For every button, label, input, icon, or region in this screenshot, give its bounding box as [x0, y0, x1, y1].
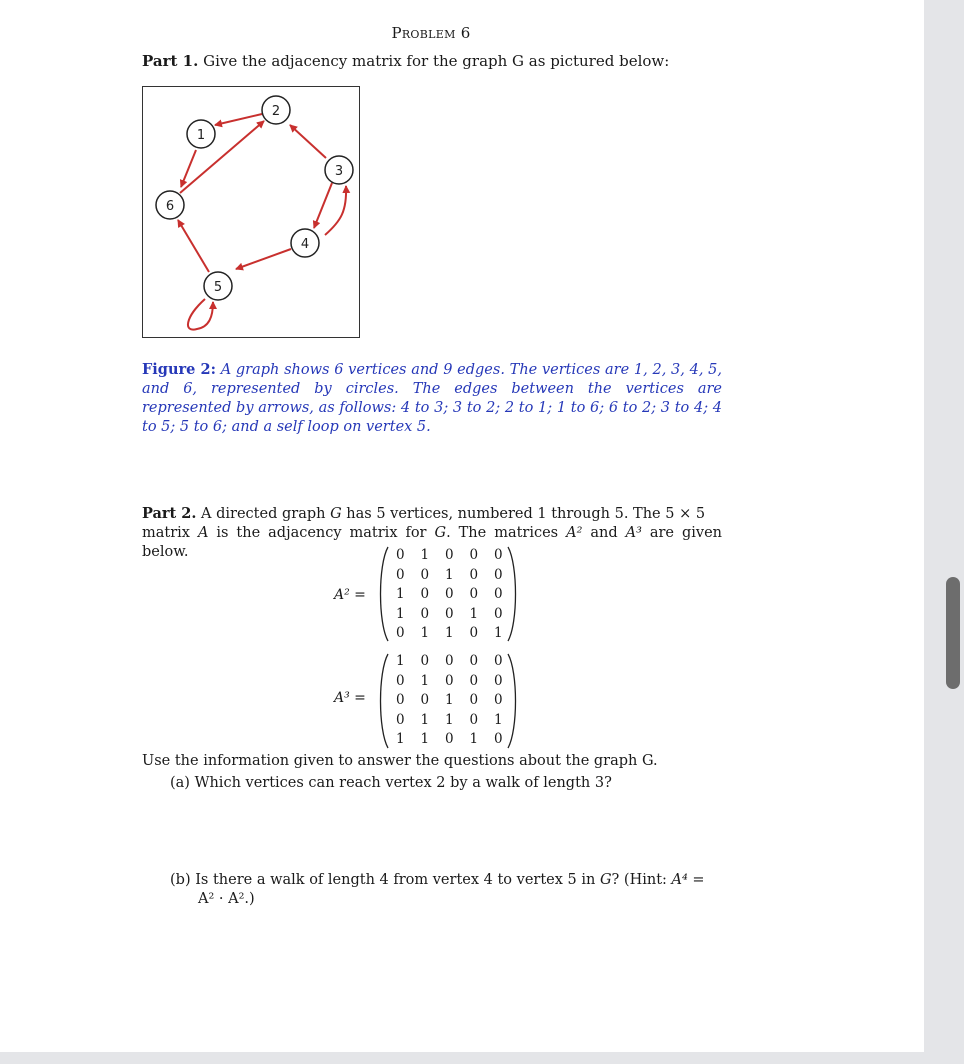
vertex-1 [187, 120, 215, 148]
a2-cell: 1 [420, 547, 430, 563]
a2-matrix [388, 546, 511, 644]
a2-cell: 0 [444, 605, 454, 622]
a3-cell: 0 [469, 711, 479, 728]
a2-cell: 0 [420, 586, 430, 603]
a3-cell: 0 [493, 653, 503, 669]
graph-svg [143, 87, 359, 337]
vertex-4-label: 4 [300, 237, 310, 252]
a2-cell: 1 [395, 586, 405, 603]
vertical-scrollbar[interactable] [946, 577, 960, 689]
symbol-A: A [197, 525, 209, 541]
a3-cell: 1 [395, 653, 405, 669]
vertex-6-label: 6 [165, 199, 175, 214]
a3-cell: 0 [420, 692, 430, 709]
vertex-3 [325, 156, 353, 184]
part2-text-5: . The matrices [446, 525, 567, 541]
a3-right-paren [506, 652, 520, 750]
a3-cell: 0 [469, 692, 479, 709]
question-b: (b) Is there a walk of length 4 from vertex 4 to vertex 5 in G? (Hint: A⁴ = A² · A².) [170, 872, 705, 907]
vertex-2-label: 2 [271, 104, 281, 119]
a2-cell: 0 [420, 605, 430, 622]
a3-matrix [388, 652, 511, 750]
a3-cell: 0 [469, 672, 479, 689]
part2-text-7: are given below. [142, 525, 723, 560]
a3-cell: 0 [395, 672, 405, 689]
edge-5-5 [188, 299, 213, 330]
a2-cell: 1 [420, 625, 430, 642]
part2-text-4: is the adjacency matrix for [208, 525, 435, 541]
a3-cell: 0 [493, 692, 503, 709]
vertex-5 [204, 272, 232, 300]
a2-cell: 0 [493, 586, 503, 603]
vertex-5-label: 5 [213, 280, 223, 295]
a3-cell: 0 [444, 653, 454, 669]
vertex-4 [291, 229, 319, 257]
part2-text-3: matrix [142, 525, 198, 541]
a3-cell: 1 [420, 672, 430, 689]
question-a: (a) Which vertices can reach vertex 2 by a walk of length 3? [170, 775, 612, 791]
part1-text: Give the adjacency matrix for the graph G as pictured below: [203, 52, 670, 70]
a3-cell: 1 [444, 711, 454, 728]
a3-cell: 0 [469, 653, 479, 669]
a3-cell: 0 [493, 731, 503, 748]
a2-cell: 0 [469, 586, 479, 603]
part2-text-2: has 5 vertices, numbered 1 through 5. The 5 × 5 [341, 506, 706, 522]
part1-instruction [142, 52, 669, 71]
a2-cell: 0 [493, 605, 503, 622]
a3-cell: 0 [395, 711, 405, 728]
a2-cell: 1 [493, 625, 503, 642]
questions-intro: Use the information given to answer the questions about the graph G. [142, 753, 658, 769]
a2-label: A² = [334, 587, 366, 603]
a2-cell: 1 [444, 625, 454, 642]
edge-2-1 [215, 114, 262, 125]
a2-cell: 0 [395, 547, 405, 563]
a3-cell: 0 [420, 653, 430, 669]
a3-cell: 1 [395, 731, 405, 748]
problem-title: Problem 6 [391, 24, 471, 42]
symbol-G: G [330, 506, 342, 522]
vertex-1-label: 1 [196, 128, 206, 143]
a3-cell: 0 [493, 672, 503, 689]
a2-cell: 0 [469, 547, 479, 563]
edge-3-2 [290, 125, 326, 158]
symbol-A3: A³ [625, 525, 642, 541]
a2-cell: 0 [444, 547, 454, 563]
caption-label: Figure 2: [142, 361, 216, 378]
a2-right-paren [506, 545, 520, 643]
a2-cell: 0 [469, 566, 479, 583]
symbol-A2: A² [566, 525, 583, 541]
a3-cell: 1 [420, 731, 430, 748]
figure-caption [142, 360, 722, 437]
a3-label: A³ = [334, 690, 366, 706]
a3-cell: 1 [420, 711, 430, 728]
a2-cell: 0 [395, 625, 405, 642]
symbol-G-2: G [434, 525, 447, 541]
a2-cell: 0 [493, 566, 503, 583]
a3-cell: 0 [395, 692, 405, 709]
caption-text: A graph shows 6 vertices and 9 edges. The vertices are 1, 2, 3, 4, 5, and 6, represented by circles. The edges between the vertices are represented by arrows, as follows: 4 to 3; 3 to 2; 2 to 1; 1 to 6; 6 to 2; 3 to 4; 4 to 5; 5 to 6; and a self loop on vertex 5. [142, 362, 722, 435]
part2-text-6: and [582, 525, 626, 541]
edge-5-6 [178, 220, 209, 272]
part2-text-1: A directed graph [201, 506, 331, 522]
a3-cell: 1 [493, 711, 503, 728]
part2-label: Part 2. [142, 505, 197, 522]
a3-cell: 0 [444, 672, 454, 689]
edge-4-5 [236, 249, 291, 269]
a3-cell: 0 [444, 731, 454, 748]
a2-cell: 0 [469, 625, 479, 642]
a2-cell: 0 [444, 586, 454, 603]
a2-cell: 0 [420, 566, 430, 583]
a2-cell: 0 [395, 566, 405, 583]
part1-label: Part 1. [142, 52, 199, 70]
edge-3-4 [314, 183, 332, 228]
vertex-3-label: 3 [334, 164, 344, 179]
a2-cell: 1 [395, 605, 405, 622]
graph-figure [142, 86, 360, 338]
a2-cell: 1 [444, 566, 454, 583]
vertex-2 [262, 96, 290, 124]
a3-cell: 1 [444, 692, 454, 709]
vertex-6 [156, 191, 184, 219]
a2-cell: 1 [469, 605, 479, 622]
a2-cell: 0 [493, 547, 503, 563]
a3-cell: 1 [469, 731, 479, 748]
